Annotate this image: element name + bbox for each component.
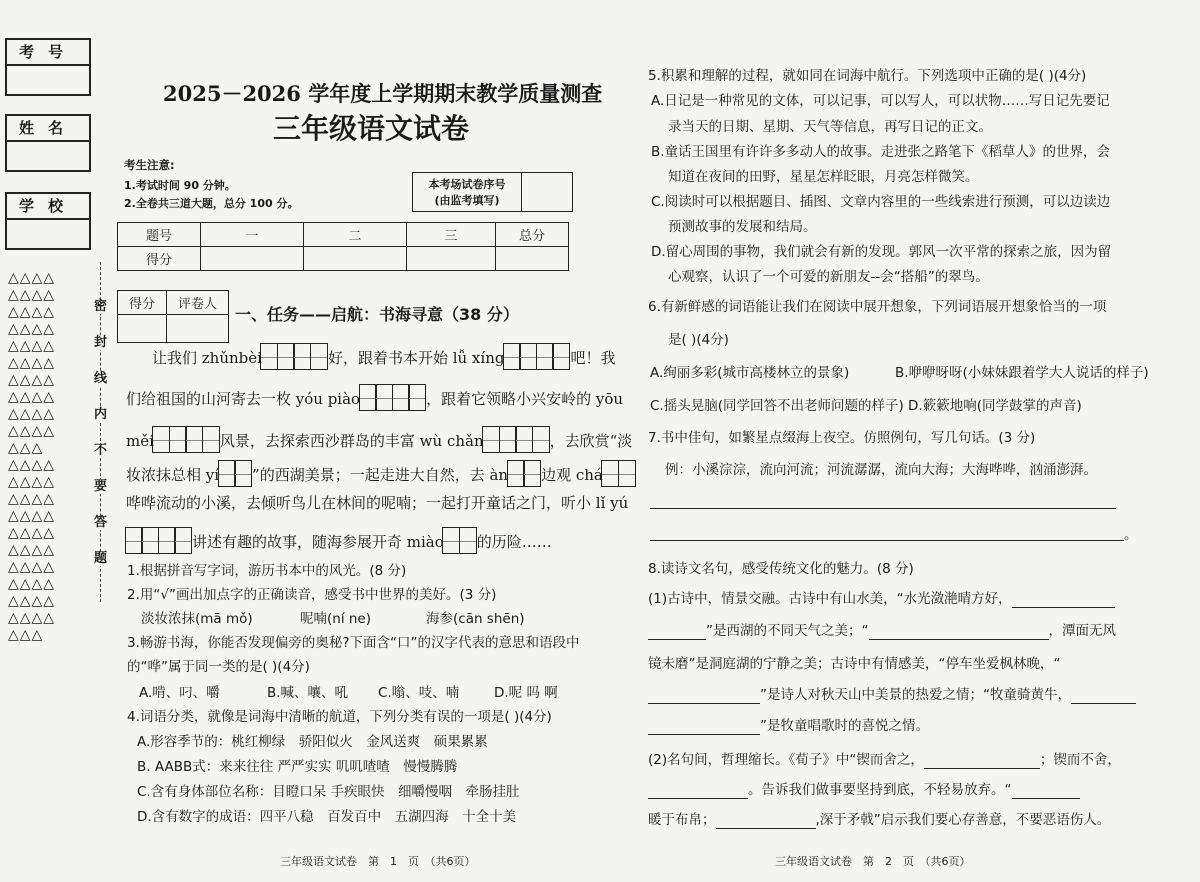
passage-text: ，跟着它领略小兴安岭的 yōu (426, 390, 624, 408)
q6-option-a[interactable]: A.绚丽多彩(城市高楼林立的景象) (650, 365, 850, 381)
grader-label: 评卷人 (167, 291, 229, 315)
q3-option-c[interactable]: C.嗡、吱、喃 (378, 685, 460, 701)
q8-part-2-line-2 (648, 781, 1080, 799)
q8-part-1-line-5 (648, 717, 929, 735)
passage-line-1 (152, 343, 615, 375)
q8-part-2-line-1 (648, 751, 1121, 769)
q5-option-a[interactable]: A.日记是一种常见的文体，可以记事，可以写人，可以状物……写日记先要记 (651, 93, 1110, 109)
triangle-row: △△△△ (8, 389, 56, 405)
passage-text: ，去欣赏“淡 (549, 432, 633, 450)
triangle-row: △△△△ (8, 423, 56, 439)
pinyin-write-box[interactable] (444, 527, 477, 559)
q8-text: (1)古诗中，情景交融。古诗中有山水美，“水光潋滟晴方好， (648, 591, 1012, 607)
q8-text: 暖于布帛； (648, 812, 716, 828)
question-3: 3.畅游书海，你能否发现偏旁的奥秘?下面含“口”的汉字代表的意思和语段中 (127, 635, 580, 651)
question-7: 7.书中佳句，如繁星点缀海上夜空。仿照例句，写几句话。(3 分) (648, 430, 1036, 446)
question-6-cont: 是( )(4分) (668, 332, 729, 348)
exam-title: 三年级语文试卷 (273, 112, 470, 145)
question-2: 2.用“√”画出加点字的正确读音，感受书中世界的美好。(3 分) (127, 587, 497, 603)
q3-option-a[interactable]: A.啃、叼、嚼 (139, 685, 220, 701)
exam-number-field[interactable] (7, 66, 89, 96)
school-box (5, 192, 91, 250)
q5-option-b[interactable]: B.童话王国里有许许多多动人的故事。走进张之路笔下《稻草人》的世界，会 (651, 144, 1111, 160)
passage-text: měi (126, 432, 154, 450)
seal-char: 要 (94, 479, 108, 494)
score-header: 一 (201, 223, 304, 247)
seat-label-2: (由监考填写) (434, 194, 500, 207)
pinyin-write-box[interactable] (154, 426, 220, 458)
passage-text: 让我们 zhǔnbèi (152, 349, 262, 367)
q2-item-1[interactable]: 淡妆浓抹(mā mǒ) (141, 611, 253, 627)
score-row-label: 得分 (118, 247, 201, 271)
q8-blank[interactable] (924, 752, 1040, 769)
q8-part-1-line-4 (648, 686, 1136, 704)
section-title: 一、任务——启航：书海寻意（38 分） (235, 305, 519, 324)
q8-blank[interactable] (716, 812, 816, 829)
pinyin-write-box[interactable] (219, 460, 252, 492)
score-header: 题号 (118, 223, 201, 247)
seat-number-field[interactable] (522, 173, 572, 211)
triangle-row: △△△△ (8, 576, 56, 592)
pinyin-write-box[interactable] (603, 460, 636, 492)
triangle-column (8, 270, 78, 644)
triangle-row: △△△△ (8, 491, 56, 507)
triangle-row: △△△ (8, 440, 44, 456)
q4-option-a[interactable]: A.形容季节的：桃红柳绿 骄阳似火 金风送爽 硕果累累 (137, 734, 488, 750)
passage-line-4 (126, 460, 636, 492)
pinyin-write-box[interactable] (126, 527, 192, 559)
triangle-row: △△△△ (8, 457, 56, 473)
pinyin-write-box[interactable] (262, 343, 328, 375)
q8-blank[interactable] (648, 782, 748, 799)
seal-char: 内 (94, 407, 108, 422)
triangle-row: △△△△ (8, 525, 56, 541)
triangle-row: △△△△ (8, 406, 56, 422)
q8-text: ”是诗人对秋天山中美景的热爱之情；“牧童骑黄牛， (760, 687, 1071, 703)
score-table (117, 222, 569, 271)
grader-table (117, 290, 229, 343)
q8-blank[interactable] (648, 718, 760, 735)
seat-number-box (412, 172, 573, 212)
score-header: 二 (304, 223, 407, 247)
q7-example: 例：小溪淙淙，流向河流；河流潺潺，流向大海；大海哗哗，汹涌澎湃。 (665, 462, 1097, 478)
school-label: 学校 (7, 194, 89, 220)
q8-text: ，潭面无风 (1048, 623, 1116, 639)
name-box (5, 114, 91, 172)
q7-period: 。 (1124, 527, 1138, 543)
page-1-footer: 三年级语文试卷 第 1 页 （共6页） (280, 855, 476, 868)
passage-line-2 (126, 384, 623, 416)
pinyin-write-box[interactable] (508, 460, 541, 492)
passage-text: ”的西湖美景；一起走进大自然，去 àn (252, 466, 509, 484)
grader-name-cell[interactable] (167, 315, 229, 343)
triangle-row: △△△ (8, 627, 44, 643)
q3-option-b[interactable]: B.喊、嚷、吼 (267, 685, 349, 701)
q4-option-b[interactable]: B. AABB式：来来往往 严严实实 叽叽喳喳 慢慢腾腾 (137, 759, 458, 775)
triangle-row: △△△△ (8, 338, 56, 354)
q8-blank[interactable] (1012, 591, 1115, 608)
q8-text: (2)名句间，哲理缩长。《荀子》中“锲而舍之， (648, 752, 924, 768)
q8-text: 镜未磨”是洞庭湖的宁静之美；古诗中有情感美，“停车坐爱枫林晚，“ (648, 656, 1061, 672)
triangle-row: △△△△ (8, 610, 56, 626)
question-1: 1.根据拼音写字词，游历书本中的风光。(8 分) (127, 563, 407, 579)
q8-blank[interactable] (1012, 782, 1080, 799)
q8-text: ”是牧童唱歌时的喜悦之情。 (760, 718, 929, 734)
passage-text: 的历险…… (476, 533, 552, 551)
passage-line-3 (126, 426, 632, 458)
exam-number-label: 考号 (7, 40, 89, 66)
seal-char: 封 (94, 335, 108, 350)
grader-score-label: 得分 (118, 291, 167, 315)
q2-item-3[interactable]: 海参(cān shēn) (426, 611, 525, 627)
exam-year-title: 2025－2026 学年度上学期期末教学质量测查 (163, 81, 603, 106)
q8-blank[interactable] (869, 623, 1049, 640)
passage-text: 们给祖国的山河寄去一枚 yóu piào (126, 390, 361, 408)
seal-char: 密 (94, 299, 108, 314)
question-8: 8.读诗文名句，感受传统文化的魅力。(8 分) (648, 561, 914, 577)
score-cell[interactable] (407, 247, 496, 271)
q8-part-2-line-3 (648, 811, 1110, 829)
q8-blank[interactable] (648, 687, 760, 704)
seat-label-1: 本考场试卷序号 (428, 178, 506, 191)
score-header: 总分 (496, 223, 569, 247)
q6-option-b[interactable]: B.咿咿呀呀(小妹妹跟着学大人说话的样子) (895, 365, 1149, 381)
pinyin-write-box[interactable] (484, 426, 550, 458)
score-cell[interactable] (304, 247, 407, 271)
q6-option-cd[interactable]: C.摇头晃脑(同学回答不出老师问题的样子) D.簌簌地响(同学鼓掌的声音) (650, 398, 1082, 414)
q5-option-c[interactable]: C.阅读时可以根据题目、插图、文章内容里的一些线索进行预测，可以边读边 (651, 194, 1111, 210)
triangle-row: △△△△ (8, 508, 56, 524)
passage-text: 讲述有趣的故事，随海参展开奇 miào (192, 533, 444, 551)
q8-text: ；锲而不舍， (1039, 752, 1121, 768)
triangle-row: △△△△ (8, 542, 56, 558)
name-label: 姓名 (7, 116, 89, 142)
q4-option-d[interactable]: D.含有数字的成语：四平八稳 百发百中 五湖四海 十全十美 (137, 809, 517, 825)
seal-char: 不 (94, 443, 108, 458)
q8-part-1-line-1 (648, 590, 1115, 608)
q8-part-1-line-3 (648, 655, 1060, 673)
passage-text: 妆浓抹总相 yí (126, 466, 220, 484)
seal-char: 题 (94, 551, 108, 566)
q2-item-2[interactable]: 呢喃(ní ne) (300, 611, 371, 627)
question-6: 6.有新鲜感的词语能让我们在阅读中展开想象，下列词语展开想象恰当的一项 (648, 299, 1107, 315)
q8-blank[interactable] (648, 623, 706, 640)
passage-text: 边观 chá (541, 466, 603, 484)
triangle-row: △△△△ (8, 321, 56, 337)
passage-line-5: 哗哗流动的小溪，去倾听鸟儿在林间的呢喃；一起打开童话之门，听小 lǐ yú (126, 494, 629, 512)
question-4: 4.词语分类，就像是词海中清晰的航道，下列分类有误的一项是( )(4分) (127, 709, 552, 725)
triangle-row: △△△△ (8, 355, 56, 371)
triangle-row: △△△△ (8, 304, 56, 320)
q8-text: ”是西湖的不同天气之美；“ (706, 623, 869, 639)
notice-2: 2.全卷共三道大题，总分 100 分。 (124, 197, 299, 210)
triangle-row: △△△△ (8, 372, 56, 388)
q8-part-1-line-2 (648, 622, 1116, 640)
passage-text: 吧！我 (570, 349, 616, 367)
q7-answer-line-2[interactable] (650, 540, 1124, 541)
q5-option-d[interactable]: D.留心周围的事物，我们就会有新的发现。郭风一次平常的探索之旅，因为留 (651, 244, 1112, 260)
triangle-row: △△△△ (8, 474, 56, 490)
notice-1: 1.考试时间 90 分钟。 (124, 179, 236, 192)
score-cell[interactable] (496, 247, 569, 271)
score-header: 三 (407, 223, 496, 247)
seal-text (94, 300, 108, 588)
q7-answer-line-1[interactable] (650, 508, 1116, 509)
q5-option-b-cont: 知道在夜间的田野，星星怎样眨眼，月亮怎样微笑。 (668, 169, 979, 185)
grader-score-cell[interactable] (118, 315, 167, 343)
q5-option-d-cont: 心观察，认识了一个可爱的新朋友--会“搭船”的翠鸟。 (668, 269, 989, 285)
triangle-row: △△△△ (8, 559, 56, 575)
question-5: 5.积累和理解的过程，就如同在词海中航行。下列选项中正确的是( )(4分) (648, 68, 1087, 84)
question-3-cont: 的“哗”属于同一类的是( )(4分) (127, 659, 310, 675)
pinyin-write-box[interactable] (504, 343, 570, 375)
triangle-row: △△△△ (8, 593, 56, 609)
passage-text: 好，跟着书本开始 lǚ xíng (327, 349, 505, 367)
q3-option-d[interactable]: D.呢 吗 啊 (494, 685, 558, 701)
exam-number-box (5, 38, 91, 96)
seal-char: 线 (94, 371, 108, 386)
q5-option-a-cont: 录当天的日期、星期、天气等信息，再写日记的正文。 (668, 119, 992, 135)
school-field[interactable] (7, 220, 89, 250)
q8-blank[interactable] (1071, 687, 1136, 704)
notice-title: 考生注意: (124, 158, 175, 172)
passage-text: 风景，去探索西沙群岛的丰富 wù chǎn (219, 432, 484, 450)
page-2-footer: 三年级语文试卷 第 2 页 （共6页） (775, 855, 971, 868)
pinyin-write-box[interactable] (360, 384, 426, 416)
q8-text: ,深于矛戟”启示我们要心存善意，不要恶语伤人。 (815, 812, 1111, 828)
seal-char: 答 (94, 515, 108, 530)
passage-line-6 (126, 527, 552, 559)
q4-option-c[interactable]: C.含有身体部位名称：目瞪口呆 手疾眼快 细嚼慢咽 牵肠挂肚 (137, 784, 520, 800)
q5-option-c-cont: 预测故事的发展和结局。 (668, 219, 817, 235)
q8-text: 。告诉我们做事要坚持到底，不轻易放弃。“ (748, 782, 1012, 798)
name-field[interactable] (7, 142, 89, 172)
score-cell[interactable] (201, 247, 304, 271)
triangle-row: △△△△ (8, 270, 56, 286)
triangle-row: △△△△ (8, 287, 56, 303)
